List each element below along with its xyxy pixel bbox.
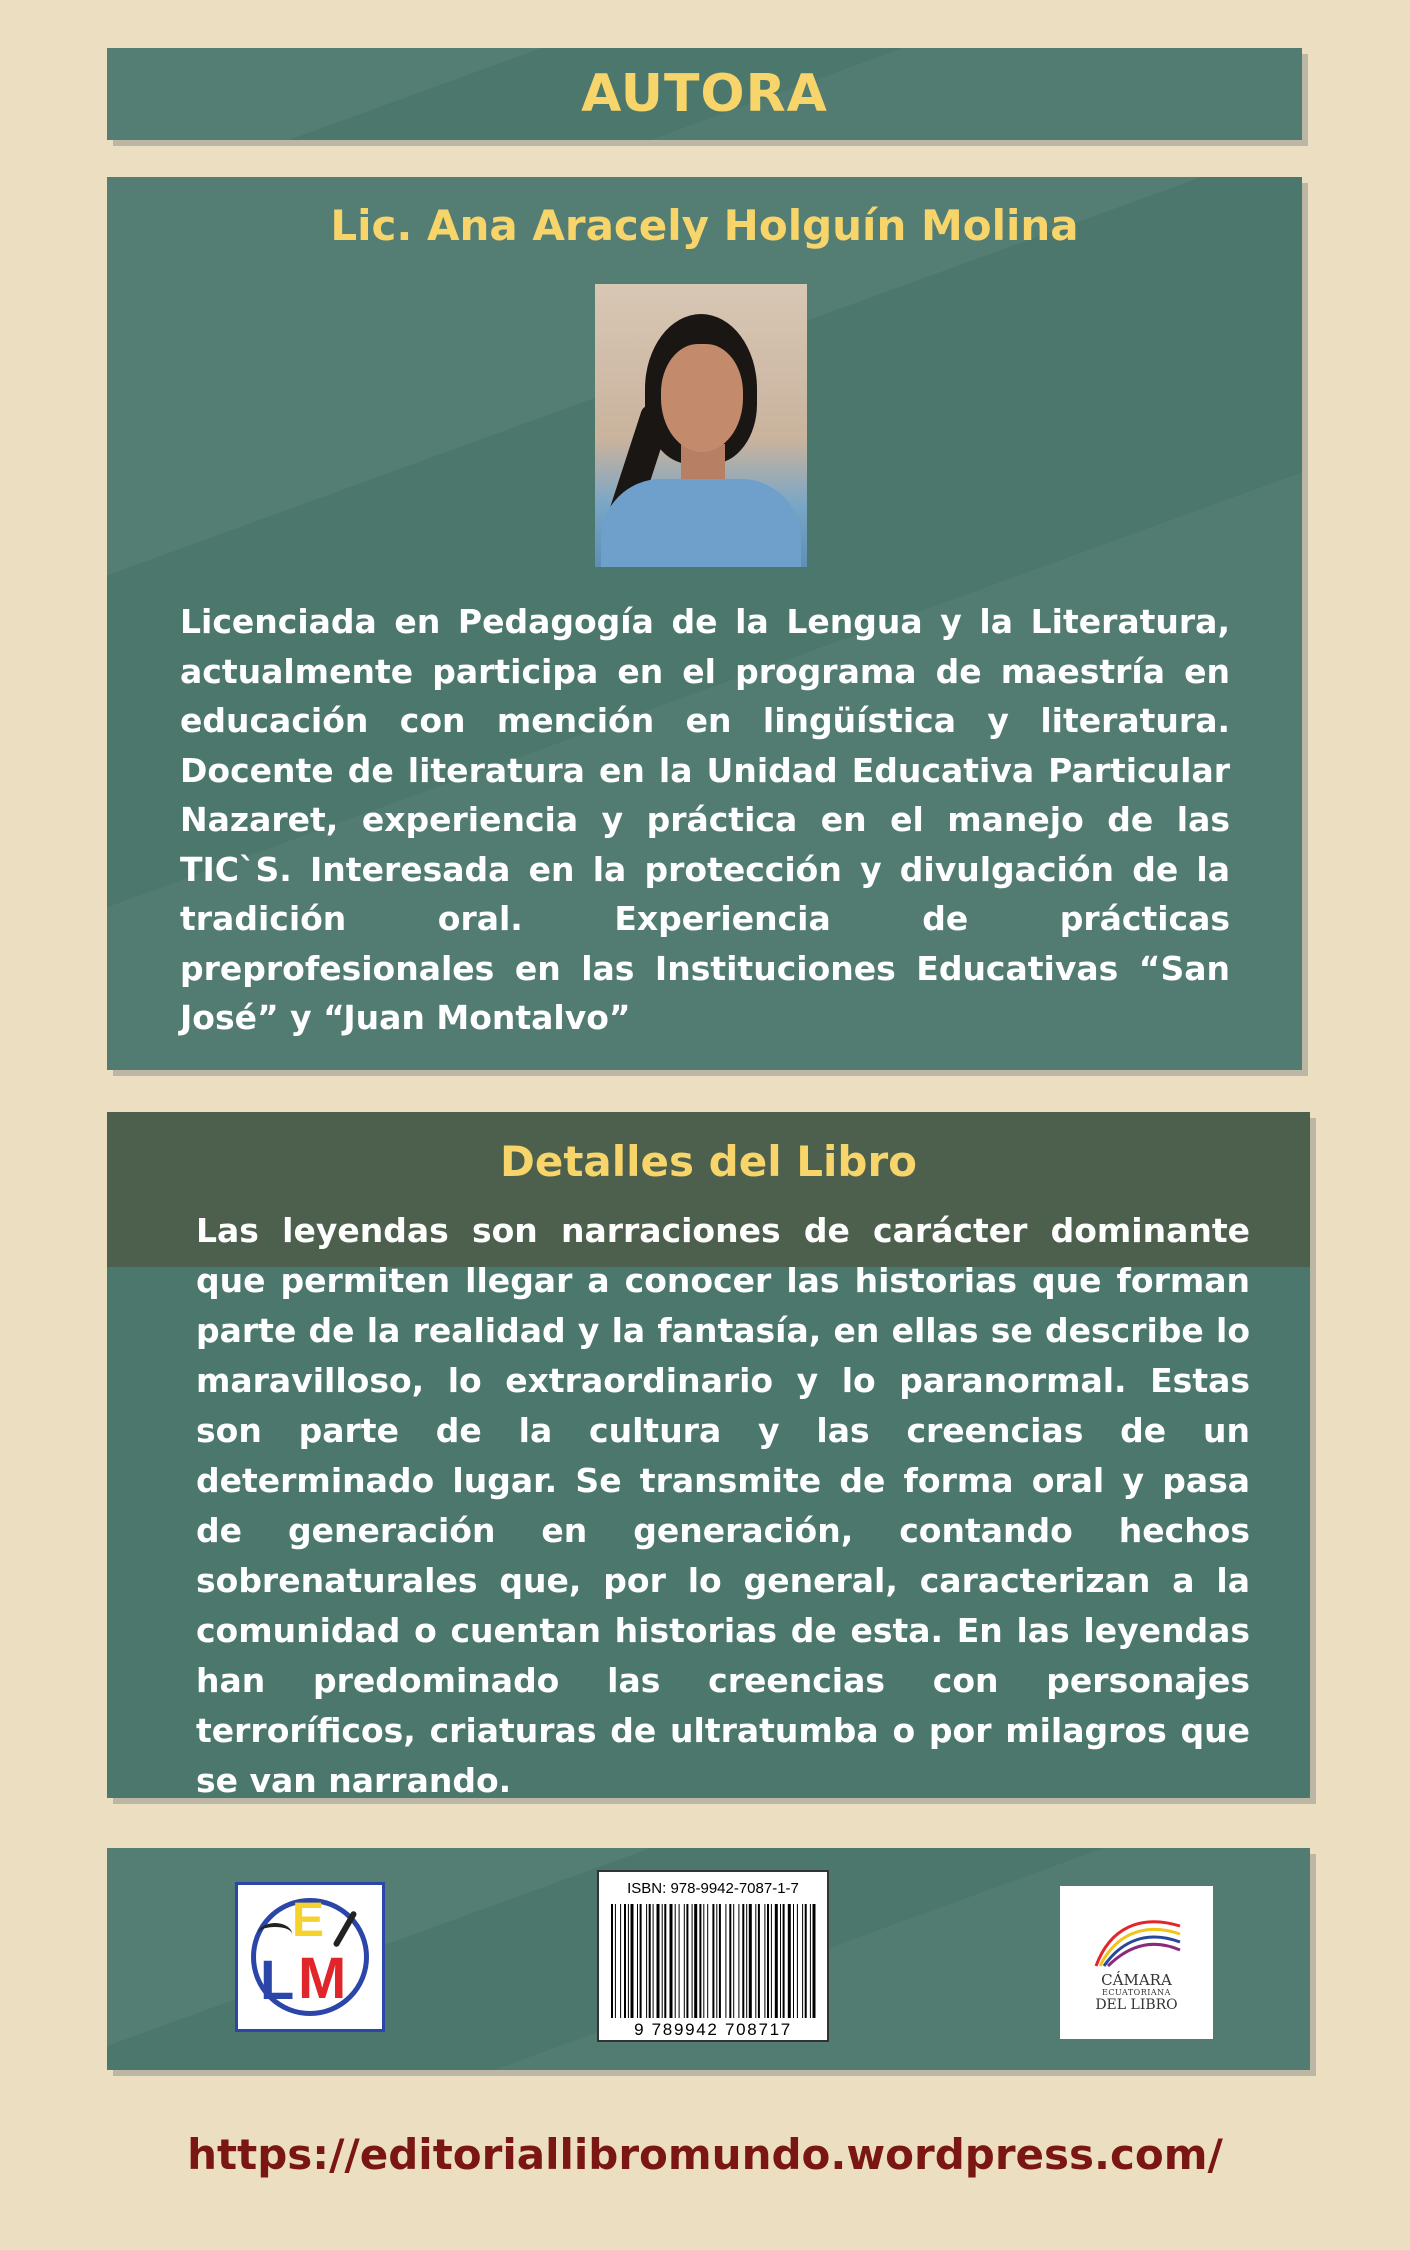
barcode-bar: [767, 1904, 769, 2018]
barcode-bar: [692, 1904, 693, 2018]
barcode-bar: [664, 1904, 666, 2018]
barcode-bar: [620, 1904, 621, 2018]
barcode-icon: [611, 1904, 819, 2018]
barcode-bar: [657, 1904, 660, 2018]
autora-banner: [107, 48, 1302, 140]
barcode-bar: [611, 1904, 613, 2018]
barcode-bar: [640, 1904, 642, 2018]
barcode-bar: [684, 1904, 685, 2018]
author-panel: [107, 177, 1302, 1070]
barcode-bar: [675, 1904, 676, 2018]
barcode-bar: [670, 1904, 673, 2018]
barcode-bar: [694, 1904, 697, 2018]
isbn-digits: 9 789942 708717: [634, 2020, 792, 2039]
book-details-title: Detalles del Libro: [499, 1137, 918, 1186]
camara-ecuatoriana-logo: [1060, 1886, 1213, 2039]
barcode-bar: [703, 1904, 704, 2018]
author-bio: Licenciada en Pedagogía de la Lengua y la Literatura, actualmente participa en el programa de maestría en educación con mención en lingüística y literatura. Docente de literatura en la Unidad Educativa Particular Nazaret, experiencia y práctica en el manejo de las TIC`S. Interesada en la protección y divulgación de la tradición oral. Experiencia de prácticas preprofesionales en las Instituciones Educativas “San José” y “Juan Montalvo”: [180, 602, 1230, 1037]
barcode-bar: [719, 1904, 721, 2018]
camara-line-3: DEL LIBRO: [1095, 1997, 1178, 2013]
elm-letter-l: L: [260, 1948, 295, 2011]
barcode-bar: [755, 1904, 756, 2018]
elm-publisher-logo: [235, 1882, 385, 2032]
book-details-panel: [107, 1112, 1310, 1798]
barcode-bar: [679, 1904, 680, 2018]
camara-line-2: ECUATORIANA: [1102, 1988, 1171, 1997]
barcode-bar: [712, 1904, 714, 2018]
barcode-bar: [729, 1904, 731, 2018]
barcode-bar: [624, 1904, 626, 2018]
barcode-bar: [699, 1904, 701, 2018]
book-icon: [258, 1923, 292, 1945]
author-name: Lic. Ana Aracely Holguín Molina: [330, 201, 1079, 250]
barcode-bar: [653, 1904, 654, 2018]
barcode-bar: [662, 1904, 663, 2018]
barcode-bar: [775, 1904, 778, 2018]
footer-panel: [107, 1848, 1310, 2070]
barcode-bar: [628, 1904, 629, 2018]
barcode-bar: [771, 1904, 772, 2018]
barcode-bar: [725, 1904, 726, 2018]
barcode-bar: [649, 1904, 651, 2018]
elm-letter-e: E: [292, 1894, 325, 1947]
book-details-text: Las leyendas son narraciones de carácter dominante que permiten llegar a conocer las historias que forman parte de la realidad y la fantasía, en ellas se describe lo maravilloso, lo extraordinario y lo paranormal. Estas son parte de la cultura y las creencias de un determinado lugar. Se transmite de forma oral y pasa de generación en generación, contando hechos sobrenaturales que, por lo general, caracterizan a la comunidad o cuentan historias de esta. En las leyendas han predominado las creencias con personajes terroríficos, criaturas de ultratumba o por milagros que se van narrando.: [196, 1211, 1250, 1800]
barcode-bar: [637, 1904, 638, 2018]
barcode-bar: [686, 1904, 688, 2018]
isbn-barcode: [597, 1870, 829, 2042]
isbn-label: ISBN: 978-9942-7087-1-7: [627, 1880, 799, 1897]
barcode-bar: [749, 1904, 752, 2018]
camara-swoosh-icon: [1090, 1908, 1185, 1970]
camara-line-1: CÁMARA: [1101, 1971, 1172, 1989]
barcode-bar: [788, 1904, 791, 2018]
barcode-bar: [813, 1904, 816, 2018]
barcode-bar: [805, 1904, 807, 2018]
barcode-bar: [793, 1904, 794, 2018]
barcode-bar: [733, 1904, 734, 2018]
barcode-bar: [764, 1904, 765, 2018]
barcode-bar: [810, 1904, 811, 2018]
barcode-bar: [783, 1904, 785, 2018]
barcode-bar: [802, 1904, 803, 2018]
barcode-bar: [707, 1904, 708, 2018]
barcode-bar: [742, 1904, 744, 2018]
barcode-bar: [716, 1904, 717, 2018]
barcode-bar: [797, 1904, 798, 2018]
barcode-bar: [746, 1904, 747, 2018]
barcode-bar: [780, 1904, 781, 2018]
section-title-autora: AUTORA: [581, 64, 828, 124]
barcode-bar: [631, 1904, 634, 2018]
barcode-bar: [758, 1904, 760, 2018]
elm-letter-m: M: [298, 1946, 347, 2011]
barcode-bar: [615, 1904, 616, 2018]
website-link[interactable]: https://editoriallibromundo.wordpress.com/: [187, 2130, 1223, 2179]
barcode-bar: [738, 1904, 739, 2018]
author-photo: [595, 284, 807, 567]
barcode-bar: [646, 1904, 647, 2018]
camara-text: [1060, 1972, 1213, 2013]
